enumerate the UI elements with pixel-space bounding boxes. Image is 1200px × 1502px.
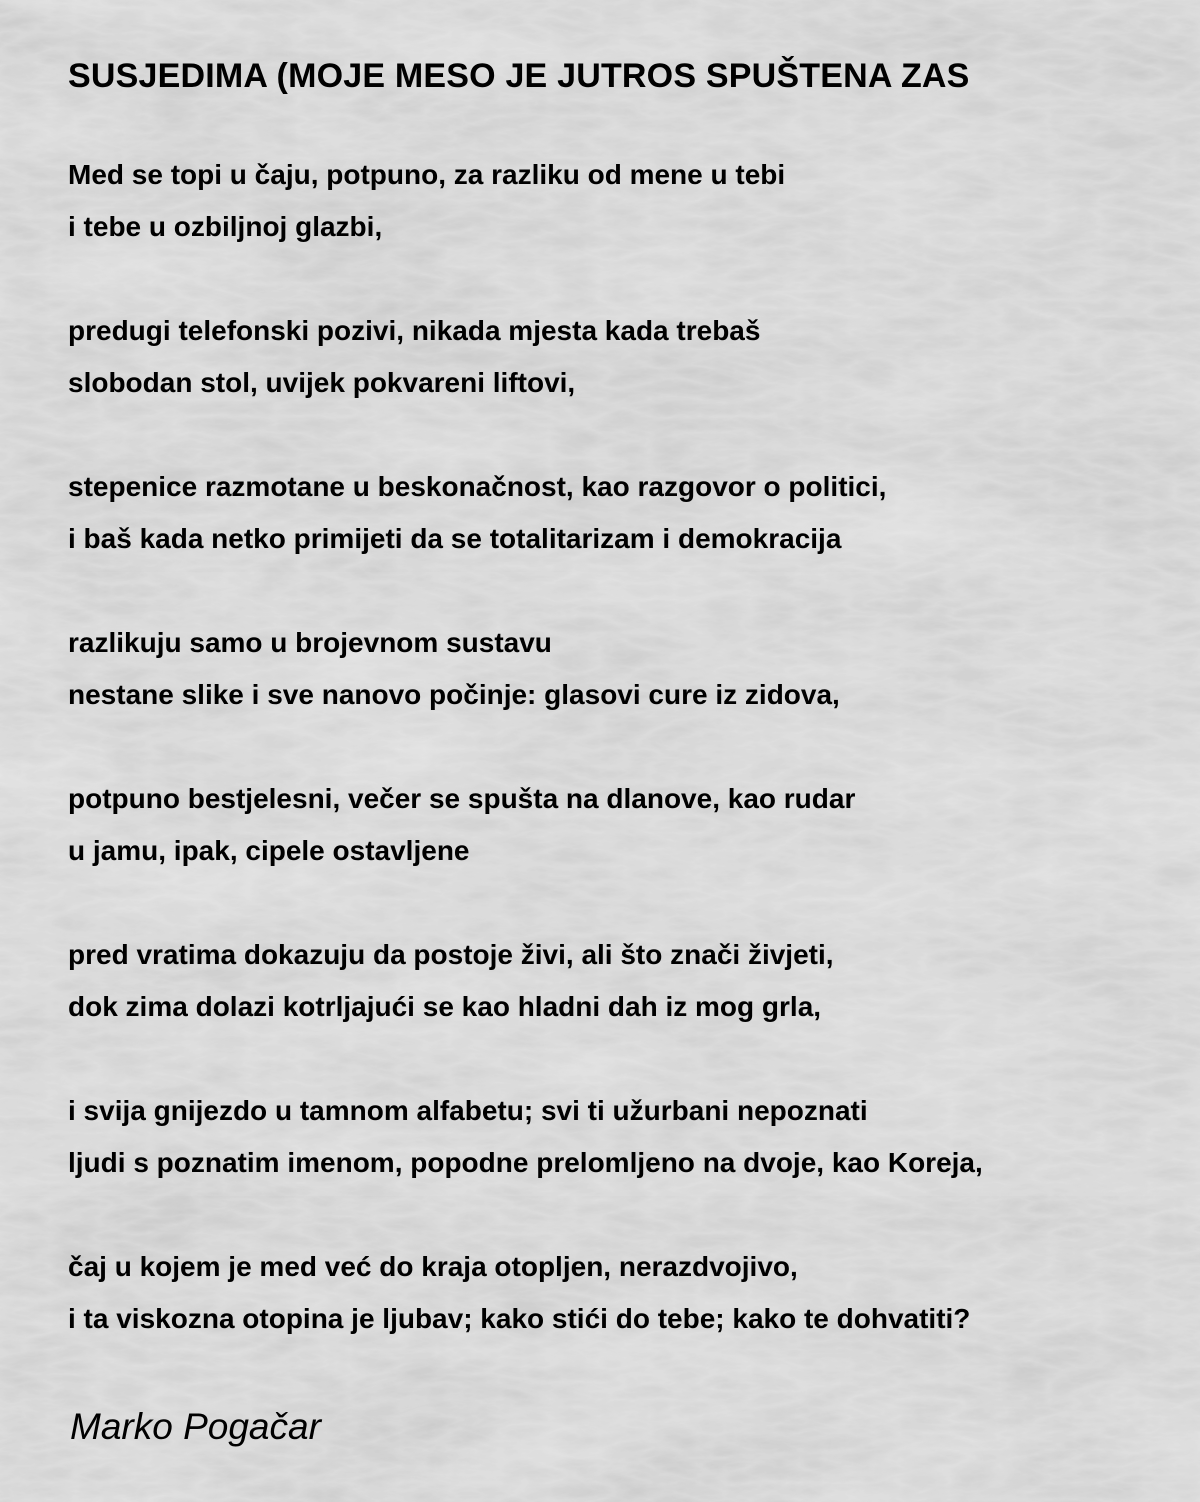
stanza xyxy=(68,1085,1188,1189)
poem-line: i svija gnijezdo u tamnom alfabetu; svi ti užurbani nepoznati xyxy=(68,1095,868,1126)
poem-line: nestane slike i sve nanovo počinje: glasovi cure iz zidova, xyxy=(68,679,840,710)
poem-line: razlikuju samo u brojevnom sustavu xyxy=(68,627,552,658)
poem-line: potpuno bestjelesni, večer se spušta na dlanove, kao rudar xyxy=(68,783,856,814)
poem-line: i baš kada netko primijeti da se totalitarizam i demokracija xyxy=(68,523,842,554)
poem-line: i tebe u ozbiljnoj glazbi, xyxy=(68,211,383,242)
poem-line: Med se topi u čaju, potpuno, za razliku od mene u tebi xyxy=(68,159,786,190)
stanza xyxy=(68,617,1188,721)
poem-line: slobodan stol, uvijek pokvareni liftovi, xyxy=(68,367,576,398)
poem-body xyxy=(68,149,1188,1397)
poem-line: u jamu, ipak, cipele ostavljene xyxy=(68,835,470,866)
stanza xyxy=(68,461,1188,565)
poem-line: i ta viskozna otopina je ljubav; kako stići do tebe; kako te dohvatiti? xyxy=(68,1303,971,1334)
stanza xyxy=(68,773,1188,877)
poem-line: stepenice razmotane u beskonačnost, kao razgovor o politici, xyxy=(68,471,887,502)
stanza xyxy=(68,1241,1188,1345)
poem-line: čaj u kojem je med već do kraja otopljen, nerazdvojivo, xyxy=(68,1251,798,1282)
poem-author: Marko Pogačar xyxy=(70,1406,321,1447)
poem-title: SUSJEDIMA (MOJE MESO JE JUTROS SPUŠTENA ZAS xyxy=(68,57,970,95)
poem-line: dok zima dolazi kotrljajući se kao hladni dah iz mog grla, xyxy=(68,991,822,1022)
poem-line: predugi telefonski pozivi, nikada mjesta kada trebaš xyxy=(68,315,761,346)
stanza xyxy=(68,305,1188,409)
stanza xyxy=(68,929,1188,1033)
stanza xyxy=(68,149,1188,253)
poem-line: pred vratima dokazuju da postoje živi, ali što znači živjeti, xyxy=(68,939,834,970)
poem-line: ljudi s poznatim imenom, popodne prelomljeno na dvoje, kao Koreja, xyxy=(68,1147,983,1178)
